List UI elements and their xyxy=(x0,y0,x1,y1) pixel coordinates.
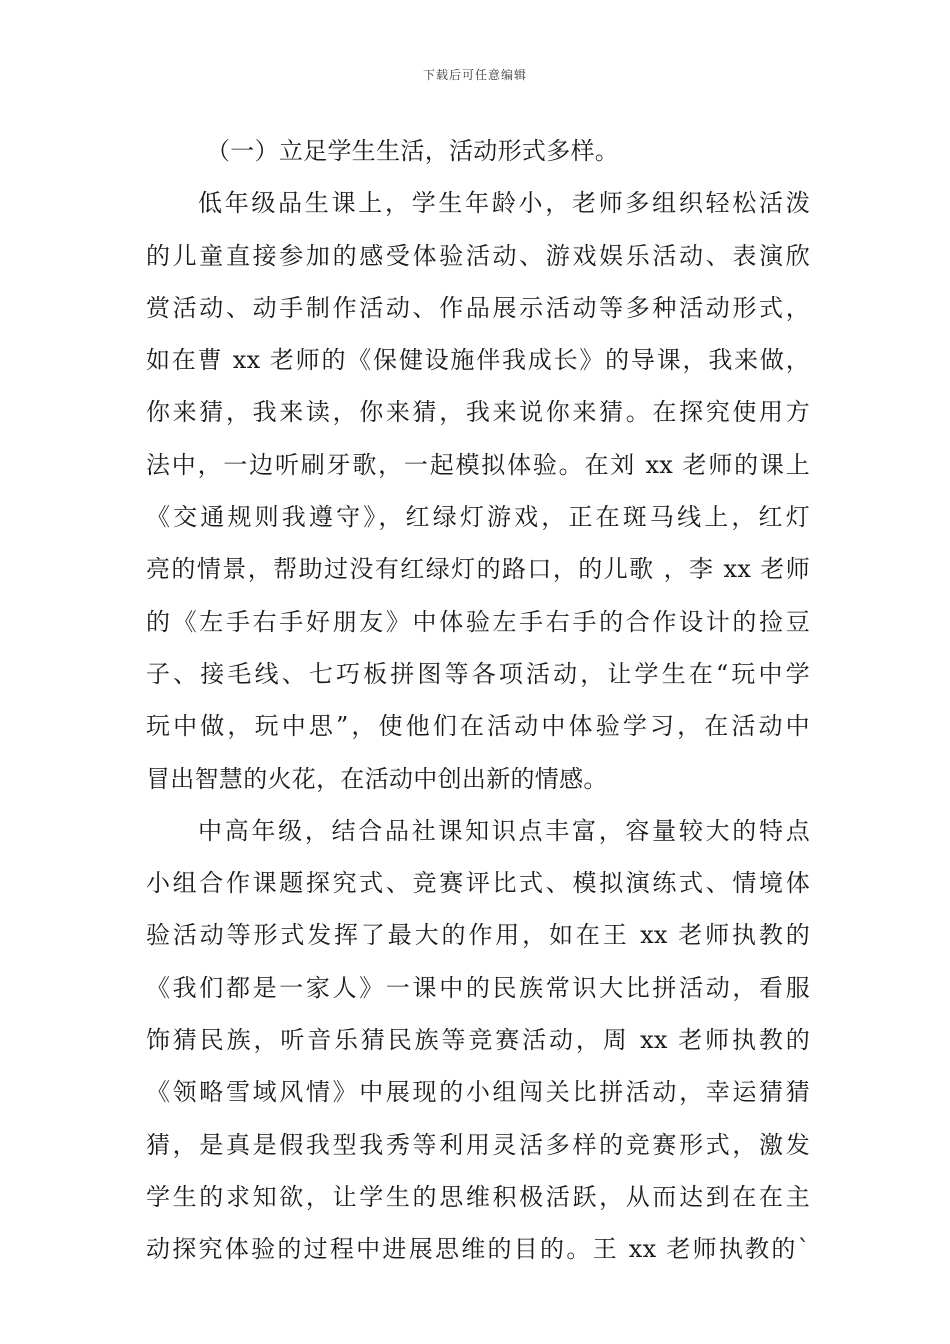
paragraph-1-line: 赏活动、动手制作活动、作品展示活动等多种活动形式， xyxy=(146,293,810,322)
paragraph-2-line: 中高年级，结合品社课知识点丰富，容量较大的特点 xyxy=(198,816,810,845)
paragraph-1-line: 的《左手右手好朋友》中体验左手右手的合作设计的捡豆 xyxy=(146,607,810,636)
paragraph-1-line: 如在曹 xx 老师的《保健设施伴我成长》的导课，我来做， xyxy=(146,346,810,375)
paragraph-1-line: 冒出智慧的火花，在活动中创出新的情感。 xyxy=(146,764,608,793)
paragraph-1-line: 《交通规则我遵守》，红绿灯游戏，正在斑马线上，红灯 xyxy=(146,503,810,532)
paragraph-2-line: 饰猜民族，听音乐猜民族等竞赛活动，周 xx 老师执教的 xyxy=(146,1026,810,1055)
paragraph-1-line: 低年级品生课上，学生年龄小，老师多组织轻松活泼 xyxy=(198,189,810,218)
paragraph-2-line: 验活动等形式发挥了最大的作用，如在王 xx 老师执教的 xyxy=(146,921,810,950)
paragraph-2-line: 学生的求知欲，让学生的思维积极活跃，从而达到在在主 xyxy=(146,1182,810,1211)
document-body xyxy=(146,125,810,1276)
paragraph-1-line: 亮的情景，帮助过没有红绿灯的路口，的儿歌 ，李 xx 老师 xyxy=(146,555,810,584)
paragraph-1-line: 的儿童直接参加的感受体验活动、游戏娱乐活动、表演欣 xyxy=(146,241,810,270)
paragraph-1-line: 法中，一边听刷牙歌，一起模拟体验。在刘 xx 老师的课上 xyxy=(146,450,810,479)
page-header: 下载后可任意编辑 xyxy=(422,68,527,82)
paragraph-2-line: 动探究体验的过程中进展思维的目的。王 xx 老师执教的` xyxy=(146,1235,810,1264)
section-heading: （一）立足学生生活，活动形式多样。 xyxy=(206,137,620,165)
paragraph-2-line: 猜，是真是假我型我秀等利用灵活多样的竞赛形式，激发 xyxy=(146,1130,810,1159)
paragraph-2-line: 《领略雪域风情》中展现的小组闯关比拼活动，幸运猜猜 xyxy=(146,1078,810,1107)
paragraph-1-line: 你来猜，我来读，你来猜，我来说你来猜。在探究使用方 xyxy=(146,398,810,427)
paragraph-2-line: 小组合作课题探究式、竞赛评比式、模拟演练式、情境体 xyxy=(146,869,810,898)
paragraph-2-line: 《我们都是一家人》一课中的民族常识大比拼活动，看服 xyxy=(146,973,810,1002)
paragraph-1-line: 玩中做，玩中思”，使他们在活动中体验学习，在活动中 xyxy=(146,712,810,741)
paragraph-1-line: 子、接毛线、七巧板拼图等各项活动，让学生在“玩中学 xyxy=(146,659,810,688)
